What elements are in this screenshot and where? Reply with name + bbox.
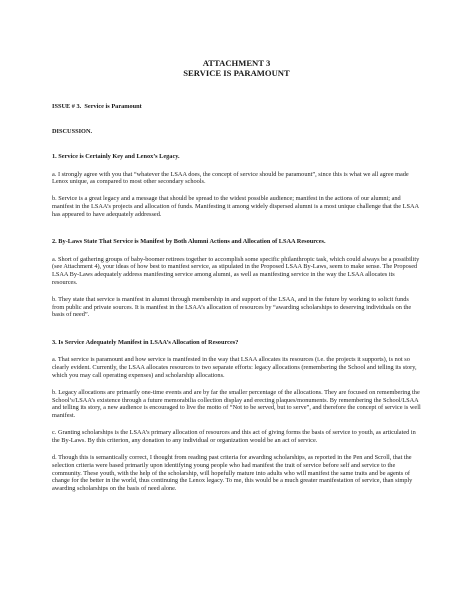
section-1-paragraph-b: b. Service is a great legacy and a message that should be spread to the widest possible audience; manifest in the actions of our alumni; and manifest in the LSAA’s projects and allocation of funds. Manifesting it among widely dispersed alumni is a most unique challenge that the LSAA has appeared to have adequately addressed. xyxy=(52,195,419,218)
section-2-heading: 2. By-Laws State That Service is Manifest by Both Alumni Actions and Allocation of LSAA Resources. xyxy=(52,238,326,246)
issue-text: Service is Paramount xyxy=(84,103,142,111)
document-title xyxy=(52,58,421,78)
issue-line: ISSUE # 3. Service is Paramount xyxy=(52,103,142,111)
discussion-heading: DISCUSSION. xyxy=(52,128,93,136)
issue-label: ISSUE # 3 xyxy=(52,103,80,111)
section-3-paragraph-c: c. Granting scholarships is the LSAA’s primary allocation of resources and this act of giving forms the basis of service to youth, as articulated in the By-Laws. By this criterion, any donation to any individual or organization would be an act of service. xyxy=(52,429,416,444)
title-line-1: ATTACHMENT 3 xyxy=(202,58,271,68)
discussion-label: DISCUSSION xyxy=(52,128,91,136)
section-3-paragraph-b: b. Legacy allocations are primarily one-time events and are by far the smaller percentage of the allocations. They are focused on remembering the School’s/LSAA’s existence through a future memorabilia collection display and erecting plaques/monuments. By remembering the School/LSAA and telling its story, a new audience is encouraged to live the motto of “Not to be served, but to serve”, and therefore the concept of service is well manifest. xyxy=(52,388,421,420)
section-3-heading: 3. Is Service Adequately Manifest in LSAA’s Allocation of Resources? xyxy=(52,338,239,346)
title-line-2: SERVICE IS PARAMOUNT xyxy=(183,68,290,79)
section-2-paragraph-a: a. Short of gathering groups of baby-boomer retirees together to accomplish some specific philanthropic task, which could always be a possibility (see Attachment 4), your ideas of how best to manifest service, as stipulated in the Proposed LSAA By-Laws, seem to make sense. The Proposed LSAA By-Laws adequately address manifesting service among alumni, as well as manifesting service in the way the LSAA allocates its resources. xyxy=(52,255,420,286)
section-1-heading: 1. Service is Certainly Key and Lenox’s Legacy. xyxy=(52,152,180,160)
section-3-paragraph-d: d. Though this is semantically correct, I thought from reading past criteria for awarding scholarships, as reported in the Pen and Scroll, that the selection criteria were based primarily upon identifying young people who had manifest the trait of service before self and service to the community. These youth, with the help of the scholarship, will hopefully mature into adults who will manifest the same traits and be agents of change for the better in the world, thus continuing the Lenox legacy. To me, this would be a much greater manifestation of service, than simply awarding scholarships on the basis of need alone. xyxy=(52,454,413,492)
section-1-paragraph-a: a. I strongly agree with you that “whatever the LSAA does, the concept of service should be paramount”, since this is what we all agree made Lenox unique, as compared to most other secondary schools. xyxy=(52,170,409,186)
section-3-paragraph-a: a. That service is paramount and how service is manifested in the way that LSAA allocates its resources (i.e. the projects it supports), is not so clearly evident. Currently, the LSAA allocates resources to two separate efforts: legacy allocations (remembering the School and telling its story, which you may call operating expenses) and scholarship allocations. xyxy=(52,356,417,379)
section-2-paragraph-b: b. They state that service is manifest in alumni through membership in and support of the LSAA, and in the future by working to solicit funds from public and private sources. It is manifest in the LSAA’s allocation of resources by “awarding scholarships to deserving individuals on the basis of need”. xyxy=(52,296,412,319)
